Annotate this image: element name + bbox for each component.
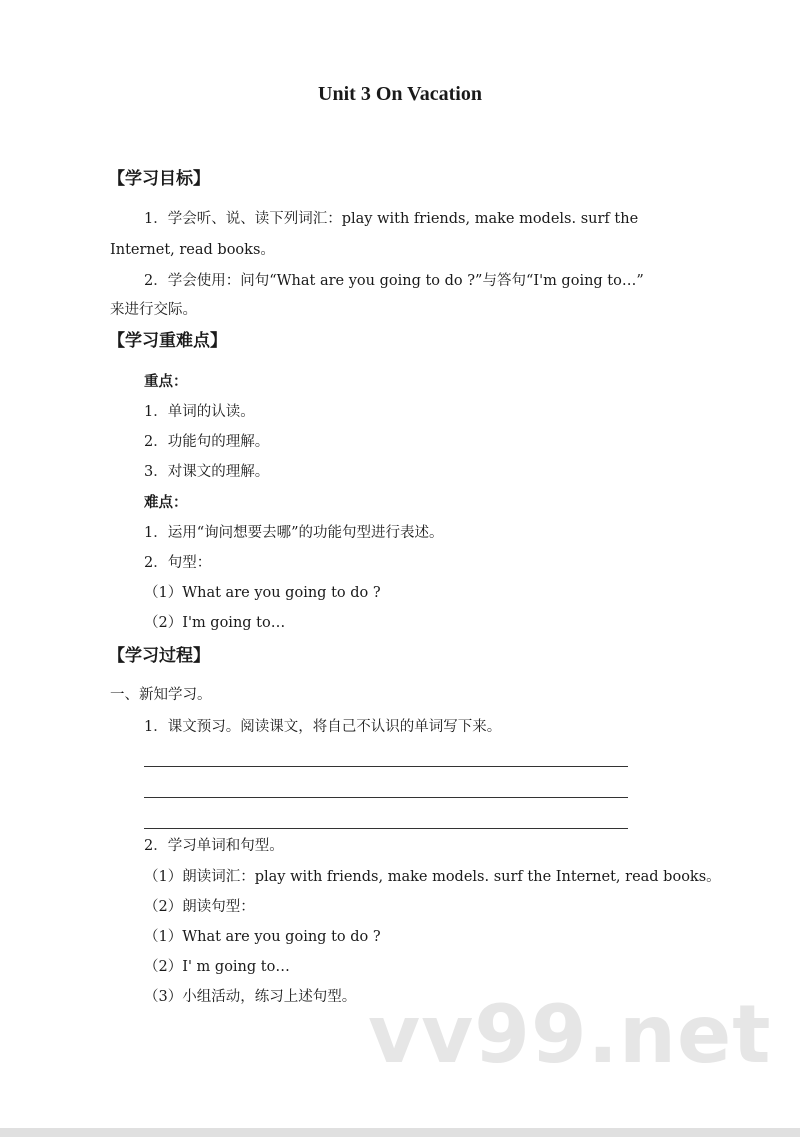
- section-heading-keypoints: 【学习重难点】: [108, 331, 227, 351]
- process-sub-item: （1）What are you going to do ?: [144, 929, 381, 945]
- watermark: vv99.net: [368, 988, 772, 1081]
- process-sub-item: （1）朗读词汇：play with friends, make models. surf the Internet, read books。: [144, 869, 721, 885]
- blank-answer-line: [144, 797, 628, 798]
- difficult-point-item: 2．句型：: [144, 555, 212, 571]
- blank-answer-line: [144, 766, 628, 767]
- key-point-item: 1．单词的认读。: [144, 404, 255, 420]
- key-point-item: 3．对课文的理解。: [144, 464, 270, 480]
- goal-item-2-line-1: 2．学会使用：问句“What are you going to do ?”与答句“I'm going to…”: [144, 273, 644, 289]
- sentence-pattern: （1）What are you going to do ?: [144, 585, 381, 601]
- key-points-label: 重点：: [144, 373, 188, 390]
- difficult-point-item: 1．运用“询问想要去哪”的功能句型进行表述。: [144, 525, 444, 541]
- goal-item-1-line-2: Internet, read books。: [110, 242, 275, 258]
- process-step-2: 2．学习单词和句型。: [144, 838, 284, 854]
- sentence-pattern: （2）I'm going to…: [144, 615, 286, 631]
- process-sub-item: （2）朗读句型：: [144, 899, 255, 915]
- goal-item-2-line-2: 来进行交际。: [110, 302, 197, 318]
- process-sub-item: （3）小组活动，练习上述句型。: [144, 989, 357, 1005]
- section-heading-goals: 【学习目标】: [108, 169, 210, 189]
- section-heading-process: 【学习过程】: [108, 646, 210, 666]
- blank-answer-line: [144, 828, 628, 829]
- process-sub-item: （2）I' m going to…: [144, 959, 290, 975]
- key-point-item: 2．功能句的理解。: [144, 434, 270, 450]
- page-bottom-edge: [0, 1128, 800, 1137]
- process-step-1: 1．课文预习。阅读课文，将自己不认识的单词写下来。: [144, 719, 502, 735]
- difficult-points-label: 难点：: [144, 494, 188, 511]
- process-part-1: 一、新知学习。: [110, 687, 212, 703]
- goal-item-1-line-1: 1．学会听、说、读下列词汇：play with friends, make models. surf the: [144, 211, 639, 227]
- page-title: Unit 3 On Vacation: [318, 83, 482, 105]
